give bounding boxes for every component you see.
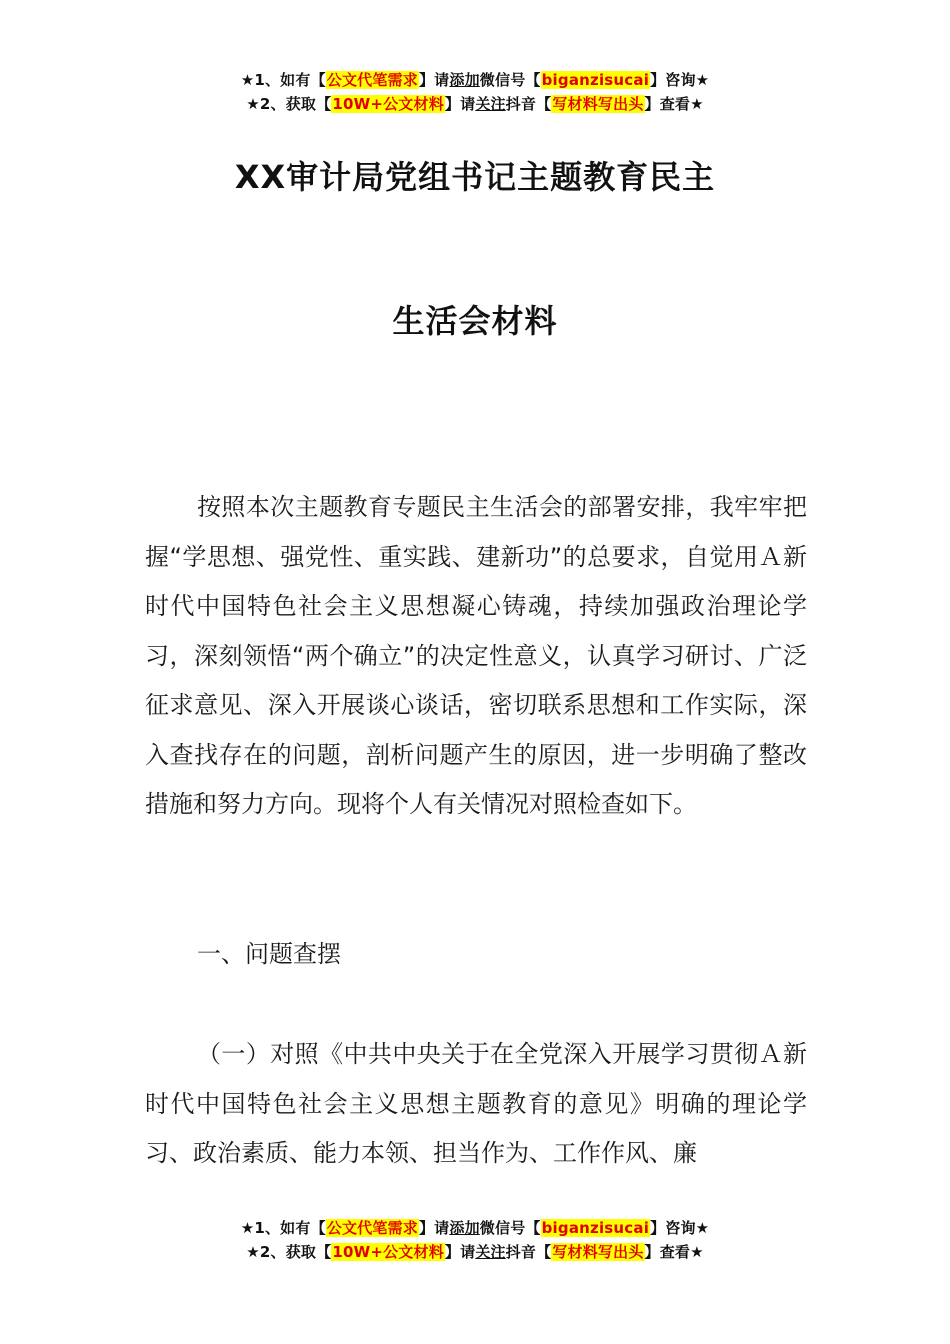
promo-highlight: biganzisucai <box>541 1219 650 1237</box>
promo-underline: 关注 <box>475 1243 506 1261</box>
top-promo-banner <box>0 68 950 116</box>
promo-highlight: 公文代笔需求 <box>326 1219 418 1237</box>
document-title-line-1: XX审计局党组书记主题教育民主 <box>234 158 716 196</box>
promo-text: 微信号【 <box>479 71 541 89</box>
promo-text: ★1、如有【 <box>240 1219 326 1237</box>
promo-line-2 <box>0 92 950 116</box>
promo-underline: 添加 <box>449 71 480 89</box>
promo-text: 】查看★ <box>644 95 704 113</box>
promo-line-2 <box>0 1240 950 1264</box>
promo-text: 】请 <box>444 95 476 113</box>
promo-text: 】请 <box>418 71 450 89</box>
promo-text: 】请 <box>418 1219 450 1237</box>
promo-highlight: 写材料写出头 <box>552 95 644 113</box>
section-paragraph: （一）对照《中共中央关于在全党深入开展学习贯彻Ａ新时代中国特色社会主义思想主题教育的意见》明确的理论学习、政治素质、能力本领、担当作为、工作作风、廉 <box>145 1040 807 1167</box>
promo-text: 】请 <box>444 1243 476 1261</box>
promo-highlight: biganzisucai <box>541 71 650 89</box>
section-heading: 一、问题查摆 <box>197 940 341 968</box>
promo-line-1 <box>0 68 950 92</box>
promo-text: 】咨询★ <box>650 1219 710 1237</box>
promo-text: 抖音【 <box>505 1243 552 1261</box>
promo-underline: 关注 <box>475 95 506 113</box>
promo-text: 】查看★ <box>644 1243 704 1261</box>
promo-text: ★1、如有【 <box>240 71 326 89</box>
promo-highlight: 写材料写出头 <box>552 1243 644 1261</box>
promo-line-1 <box>0 1216 950 1240</box>
promo-highlight: 公文代笔需求 <box>326 71 418 89</box>
promo-text: 抖音【 <box>505 95 552 113</box>
document-title-line-2: 生活会材料 <box>392 302 558 340</box>
promo-text: 微信号【 <box>479 1219 541 1237</box>
promo-text: 】咨询★ <box>650 71 710 89</box>
promo-underline: 添加 <box>449 1219 480 1237</box>
promo-text: ★2、获取【 <box>246 95 332 113</box>
bottom-promo-banner <box>0 1216 950 1264</box>
promo-text: ★2、获取【 <box>246 1243 332 1261</box>
intro-paragraph: 按照本次主题教育专题民主生活会的部署安排，我牢牢把握“学思想、强党性、重实践、建新功”的总要求，自觉用Ａ新时代中国特色社会主义思想凝心铸魂，持续加强政治理论学习，深刻领悟“两个确立”的决定性意义，认真学习研讨、广泛征求意见、深入开展谈心谈话，密切联系思想和工作实际，深入查找存在的问题，剖析问题产生的原因，进一步明确了整改措施和努力方向。现将个人有关情况对照检查如下。 <box>145 493 807 818</box>
promo-highlight: 10W+公文材料 <box>332 95 444 113</box>
promo-highlight: 10W+公文材料 <box>332 1243 444 1261</box>
